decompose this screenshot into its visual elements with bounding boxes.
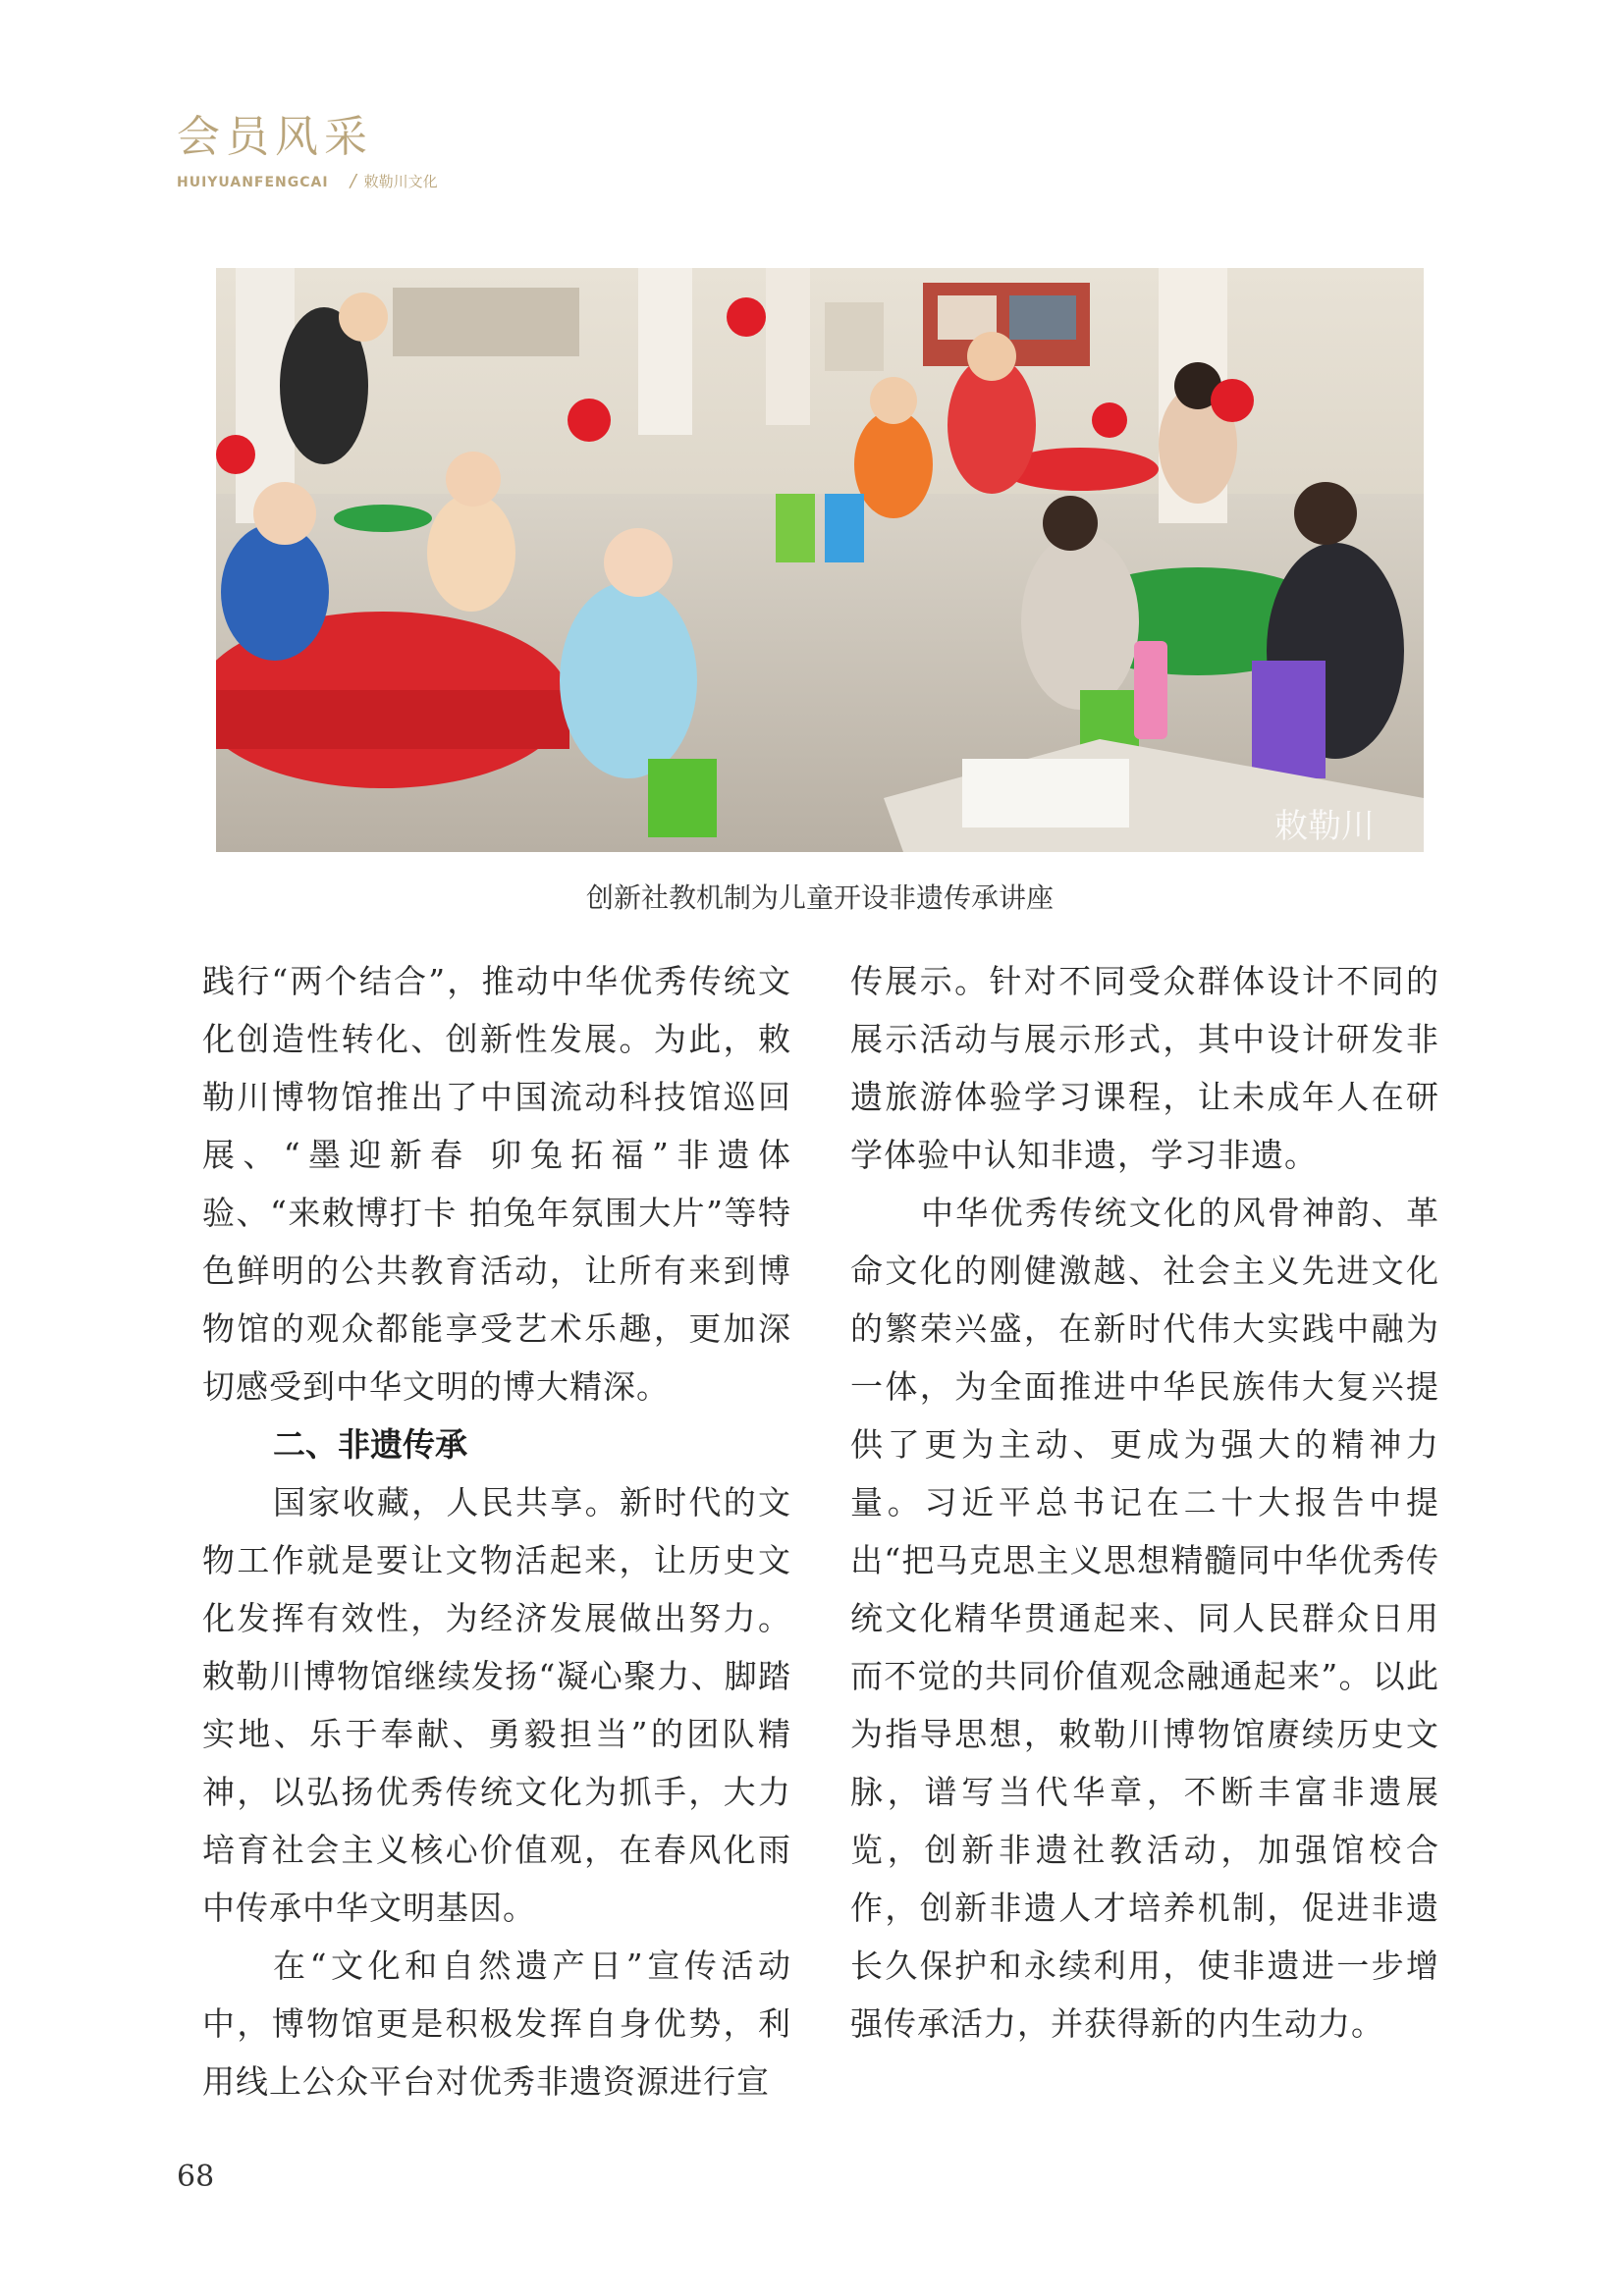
photo-illustration <box>216 268 1424 852</box>
photo-caption: 创新社教机制为儿童开设非遗传承讲座 <box>585 881 1054 914</box>
left-column <box>202 952 791 2110</box>
section-heading: 二、非遗传承 <box>273 1425 467 1464</box>
left-paragraph-2: 国家收藏，人民共享。新时代的文物工作就是要让文物活起来，让历史文化发挥有效性，为经济发展做出努力。敕勒川博物馆继续发扬“凝心聚力、脚踏实地、乐于奉献、勇毅担当”的团队精神，以弘扬优秀传统文化为抓手，大力培育社会主义核心价值观，在春风化雨中传承中华文明基因。 <box>202 1483 791 1927</box>
header-subtitle <box>177 171 438 191</box>
left-paragraph-1: 践行“两个结合”，推动中华优秀传统文化创造性转化、创新性发展。为此，敕勒川博物馆推出了中国流动科技馆巡回展、“墨迎新春 卯兔拓福”非遗体验、“来敕博打卡 拍兔年氛围大片”等特色鲜明的公共教育活动，让所有来到博物馆的观众都能享受艺术乐趣，更加深切感受到中华文明的博大精深。 <box>202 962 791 1406</box>
page-number: 68 <box>177 2160 215 2194</box>
right-paragraph-1: 传展示。针对不同受众群体设计不同的展示活动与展示形式，其中设计研发非遗旅游体验学习课程，让未成年人在研学体验中认知非遗，学习非遗。 <box>850 962 1439 1174</box>
photo-watermark: 敕勒川 <box>1274 807 1375 846</box>
header-pinyin: HUIYUANFENGCAI <box>177 175 329 190</box>
header-slash: / <box>350 171 356 191</box>
activity-photo <box>216 268 1424 852</box>
header-title: 会员风采 <box>177 112 373 162</box>
right-column <box>850 952 1439 2053</box>
left-paragraph-3: 在“文化和自然遗产日”宣传活动中，博物馆更是积极发挥自身优势，利用线上公众平台对优秀非遗资源进行宣 <box>202 1947 791 2101</box>
header-section: 敕勒川文化 <box>363 173 438 190</box>
right-paragraph-2: 中华优秀传统文化的风骨神韵、革命文化的刚健激越、社会主义先进文化的繁荣兴盛，在新时代伟大实践中融为一体，为全面推进中华民族伟大复兴提供了更为主动、更成为强大的精神力量。习近平总书记在二十大报告中提出“把马克思主义思想精髓同中华优秀传统文化精华贯通起来、同人民群众日用而不觉的共同价值观念融通起来”。以此为指导思想，敕勒川博物馆赓续历史文脉，谱写当代华章，不断丰富非遗展览，创新非遗社教活动，加强馆校合作，创新非遗人才培养机制，促进非遗长久保护和永续利用，使非遗进一步增强传承活力，并获得新的内生动力。 <box>850 1194 1439 2043</box>
page-header <box>177 112 438 191</box>
